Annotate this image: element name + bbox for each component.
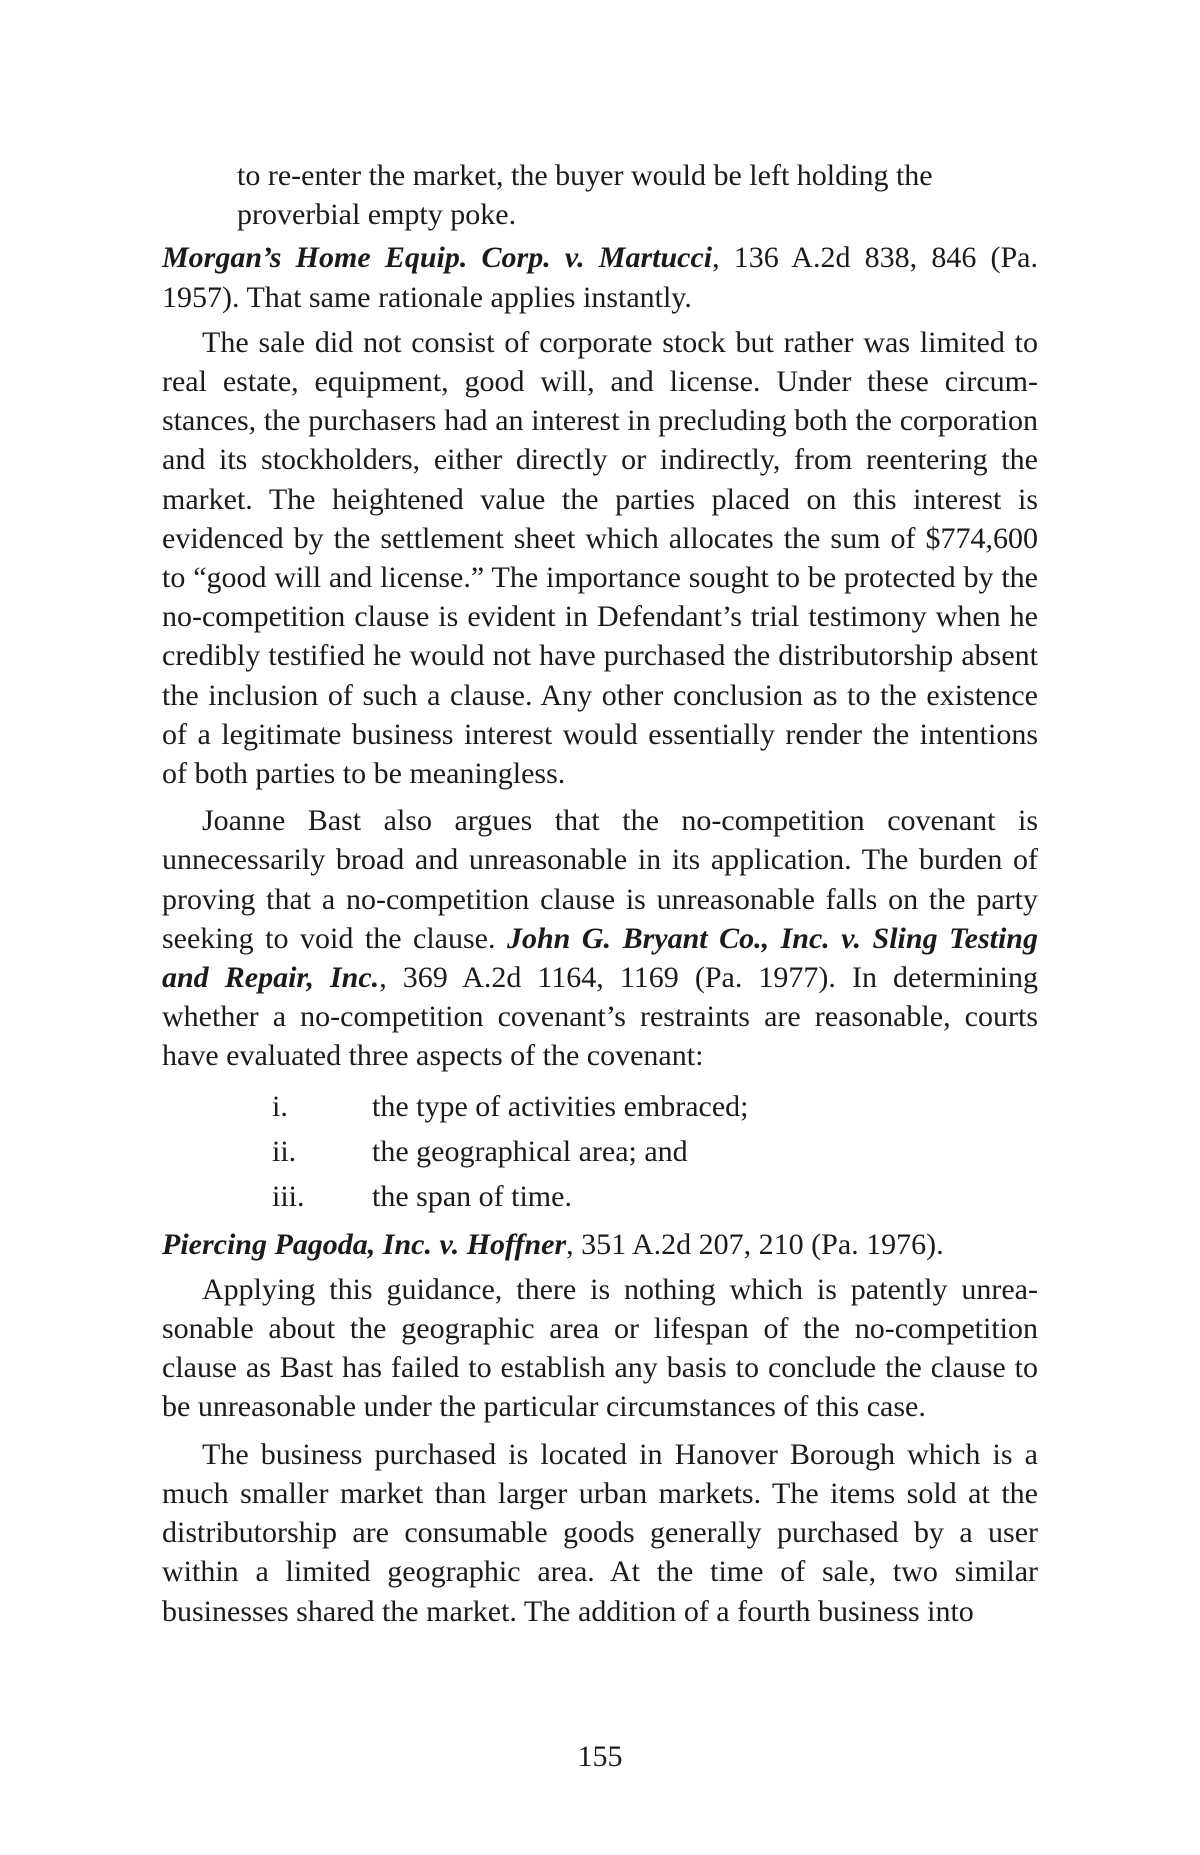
list-item-number: iii.: [272, 1179, 305, 1213]
list-item-text: the geographical area; and: [372, 1134, 688, 1168]
case-name-morgans: Morgan’s Home Equip. Corp. v. Martucci: [162, 241, 713, 275]
case-name-piercing-pagoda: Piercing Pagoda, Inc. v. Hoffner: [162, 1227, 567, 1261]
list-item: [162, 1174, 1038, 1219]
citation-morgans-rest: , 136 A.2d 838, 846 (Pa. 1957). That same rationale applies instantly.: [162, 241, 1039, 314]
list-item-text: the span of time.: [372, 1179, 572, 1213]
citation-piercing-pagoda-rest: , 351 A.2d 207, 210 (Pa. 1976).: [566, 1227, 944, 1261]
page-body: [162, 156, 1038, 1631]
covenant-aspects-list: [162, 1084, 1038, 1219]
paragraph-business: The business purchased is located in Hanover Borough which is a much smaller market than larger urban markets. The items sold at the distributorship are consumable goods generally purchased by a user within a limited geographic area. At the time of sale, two similar businesses shared the market. The addition of a fourth business into: [162, 1437, 1038, 1628]
paragraph-bast-before: Joanne Bast also argues that the no-competition covenant is unnecessarily broad and unreasonable in its application. The burden of proving that a no-competition clause is unreasonable falls on the party seeking to void the clause.: [162, 804, 1038, 955]
paragraph-guidance: Applying this guidance, there is nothing which is patently unreasonable about the geographic area or lifespan of the no-competition clause as Bast has failed to establish any basis to conclude the clause to be unreasonable under the particular circumstances of this case.: [162, 1272, 1038, 1424]
list-item-text: the type of activities embraced;: [372, 1089, 749, 1123]
paragraph-bast-argument: [162, 801, 1038, 1075]
case-name-bryant: John G. Bryant Co., Inc. v. Sling Testing and Repair, Inc.: [162, 921, 1038, 995]
list-item-number: ii.: [272, 1134, 297, 1168]
quote-continuation: to re-enter the market, the buyer would be left holding the proverbial empty poke.: [237, 159, 933, 232]
page-number: 155: [577, 1740, 623, 1773]
citation-piercing-pagoda: [162, 1225, 1038, 1264]
citation-morgans: [162, 238, 1038, 316]
list-item: [162, 1129, 1038, 1174]
paragraph-sale: The sale did not consist of corporate stock but rather was limited to real estate, equipment, good will, and license. Under these circumstances, the purchasers had an interest in precluding both the corporation and its stockholders, either directly or indirectly, from reentering the market. The heightened value the parties placed on this interest is evidenced by the settlement sheet which allocates the sum of $774,600 to “good will and license.” The importance sought to be protected by the no-competition clause is evident in Defendant’s trial testimony when he credibly testified he would not have purchased the distributorship absent the inclusion of such a clause. Any other conclusion as to the existence of a legitimate business interest would essentially render the intentions of both parties to be meaningless.: [162, 325, 1038, 791]
paragraph-bast-after: , 369 A.2d 1164, 1169 (Pa. 1977). In determining whether a no-competition covenant’s restraints are reasonable, courts have evaluated three aspects of the covenant:: [162, 961, 1038, 1073]
list-item: [162, 1084, 1038, 1129]
list-item-number: i.: [272, 1089, 288, 1123]
